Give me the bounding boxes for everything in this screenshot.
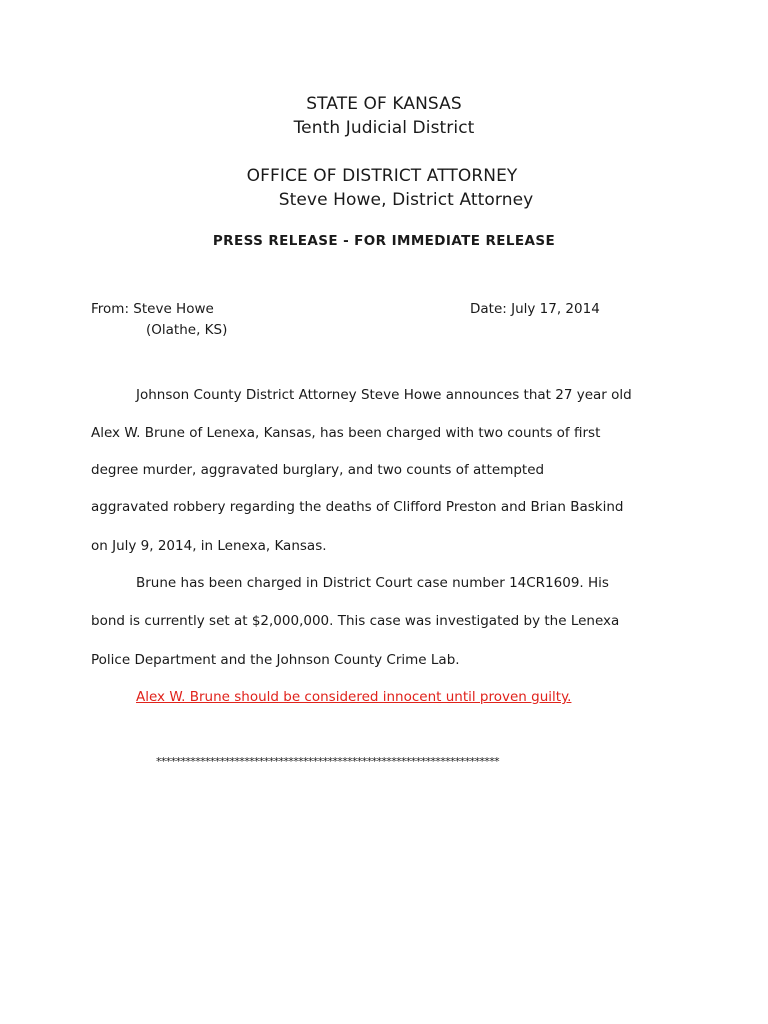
body-line: Johnson County District Attorney Steve Howe announces that 27 year old — [136, 387, 632, 403]
body-line: aggravated robbery regarding the deaths of Clifford Preston and Brian Baskind — [91, 499, 624, 515]
body-line: degree murder, aggravated burglary, and two counts of attempted — [91, 462, 545, 478]
date-line: Date: July 17, 2014 — [470, 301, 600, 317]
header-district: Tenth Judicial District — [293, 118, 475, 138]
body-line: Alex W. Brune of Lenexa, Kansas, has been charged with two counts of first — [91, 425, 601, 441]
body-line: Police Department and the Johnson County Crime Lab. — [91, 652, 460, 668]
asterisk-divider: ********************************************************************** — [156, 755, 500, 768]
header-office: OFFICE OF DISTRICT ATTORNEY — [246, 166, 518, 186]
body-line: Brune has been charged in District Court case number 14CR1609. His — [136, 575, 609, 591]
press-release-title: PRESS RELEASE - FOR IMMEDIATE RELEASE — [212, 233, 556, 249]
innocence-notice: Alex W. Brune should be considered innocent until proven guilty. — [136, 689, 572, 705]
header-state: STATE OF KANSAS — [306, 94, 462, 114]
from-line: From: Steve Howe — [91, 301, 214, 317]
header-attorney: Steve Howe, District Attorney — [278, 190, 534, 210]
body-line: on July 9, 2014, in Lenexa, Kansas. — [91, 538, 327, 554]
body-line: bond is currently set at $2,000,000. This case was investigated by the Lenexa — [91, 613, 620, 629]
from-location: (Olathe, KS) — [146, 322, 228, 338]
